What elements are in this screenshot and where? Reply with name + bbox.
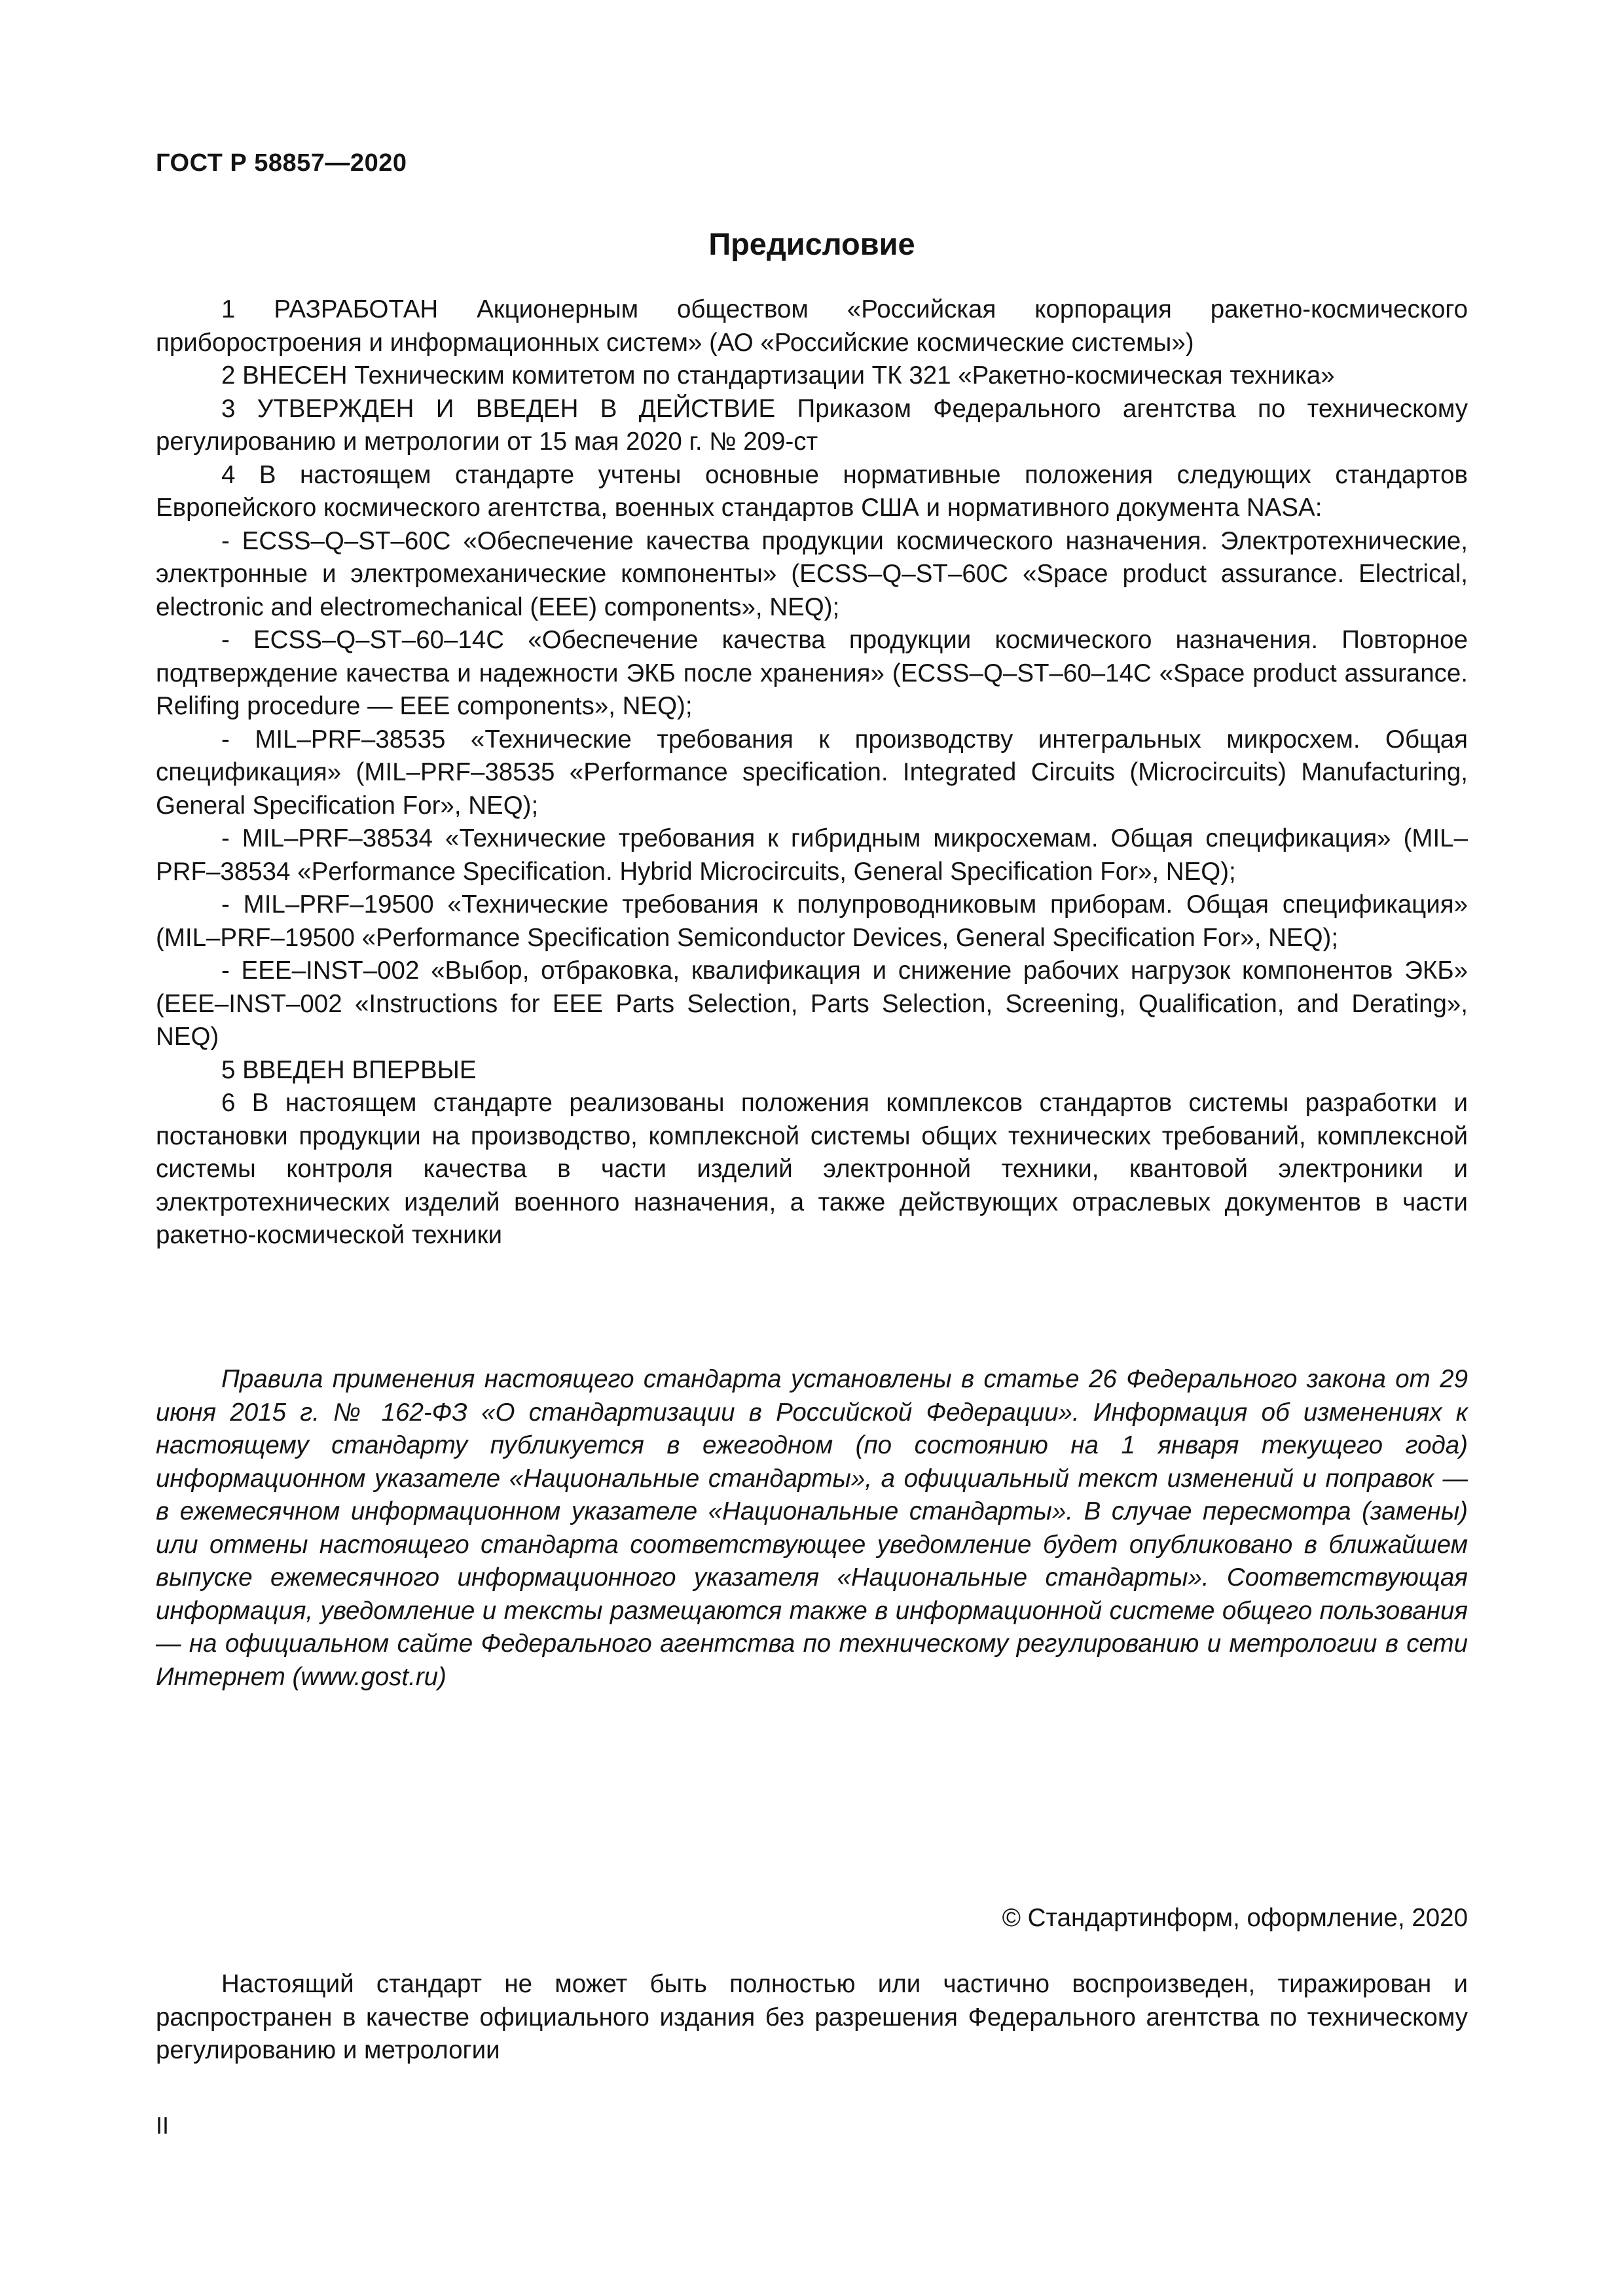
reproduction-notice: Настоящий стандарт не может быть полностью или частично воспроизведен, тиражирован и распространен в качестве официального издания без разрешения Федерального агентства по техническому регулированию и метрологии <box>156 1970 1468 2064</box>
copyright-line: © Стандартинформ, оформление, 2020 <box>1002 1904 1468 1932</box>
list-item-ecss-60c: - ECSS–Q–ST–60C «Обеспечение качества продукции космического назначения. Электротехнические, электронные и электромеханические компоненты» (ECSS–Q–ST–60C «Space product assurance. Electrical, electronic and electromechanical (EEE) components», NEQ); <box>156 526 1468 621</box>
paragraph-developed-by: 1 РАЗРАБОТАН Акционерным обществом «Российская корпорация ракетно-космического приборостроения и информационных систем» (АО «Российские космические системы») <box>156 295 1468 357</box>
page-title: Предисловие <box>708 227 915 261</box>
list-item-mil-prf-19500: - MIL–PRF–19500 «Технические требования к полупроводниковым приборам. Общая спецификация» (MIL–PRF–19500 «Performance Specification Semiconductor Devices, General Specification For», NEQ); <box>156 890 1468 952</box>
paragraph-submitted-by: 2 ВНЕСЕН Техническим комитетом по стандартизации ТК 321 «Ракетно-космическая техника» <box>221 361 1335 390</box>
page-number: II <box>156 2112 170 2139</box>
rules-notice: Правила применения настоящего стандарта установлены в статье 26 Федерального закона от 29 июня 2015 г. № 162-ФЗ «О стандартизации в Российской Федерации». Информация об изменениях к настоящему стандарту публикуется в ежегодном (по состоянию на 1 января текущего года) информационном указателе «Национальные стандарты», а официальный текст изменений и поправок — в ежемесячном информационном указателе «Национальные стандарты». В случае пересмотра (замены) или отмены настоящего стандарта соответствующее уведомление будет опубликовано в ближайшем выпуске ежемесячного информационного указателя «Национальные стандарты». Соответствующая информация, уведомление и тексты размещаются также в информационной системе общего пользования — на официальном сайте Федерального агентства по техническому регулированию и метрологии в сети Интернет (www.gost.ru) <box>156 1365 1468 1691</box>
document-code: ГОСТ Р 58857—2020 <box>156 149 407 177</box>
paragraph-approved: 3 УТВЕРЖДЕН И ВВЕДЕН В ДЕЙСТВИЕ Приказом Федерального агентства по техническому регулированию и метрологии от 15 мая 2020 г. № 209-ст <box>156 394 1468 456</box>
list-item-mil-prf-38535: - MIL–PRF–38535 «Технические требования к производству интегральных микросхем. Общая спецификация» (MIL–PRF–38535 «Performance specification. Integrated Circuits (Microcircuits) Manufacturing, General Specification For», NEQ); <box>156 725 1468 820</box>
list-item-eee-inst-002: - EEE–INST–002 «Выбор, отбраковка, квалификация и снижение рабочих нагрузок компонентов ЭКБ» (EEE–INST–002 «Instructions for EEE Parts Selection, Parts Selection, Screening, Qualification, and Derating», NEQ) <box>156 957 1468 1051</box>
foreword-body <box>156 293 1468 1252</box>
paragraph-implemented-provisions: 6 В настоящем стандарте реализованы положения комплексов стандартов системы разработки и постановки продукции на производство, комплексной системы общих технических требований, комплексной системы контроля качества в части изделий электронной техники, квантовой электроники и электротехнических изделий военного назначения, а также действующих отраслевых документов в части ракетно-космической техники <box>156 1089 1468 1249</box>
list-item-ecss-60-14c: - ECSS–Q–ST–60–14C «Обеспечение качества продукции космического назначения. Повторное подтверждение качества и надежности ЭКБ после хранения» (ECSS–Q–ST–60–14C «Space product assurance. Relifing procedure — EEE components», NEQ); <box>156 626 1468 720</box>
paragraph-standards-considered: 4 В настоящем стандарте учтены основные нормативные положения следующих стандартов Европейского космического агентства, военных стандартов США и нормативного документа NASA: <box>156 460 1468 522</box>
list-item-mil-prf-38534: - MIL–PRF–38534 «Технические требования к гибридным микросхемам. Общая спецификация» (MIL–PRF–38534 «Performance Specification. Hybrid Microcircuits, General Specification For», NEQ); <box>156 824 1468 886</box>
paragraph-introduced-first: 5 ВВЕДЕН ВПЕРВЫЕ <box>221 1055 477 1084</box>
